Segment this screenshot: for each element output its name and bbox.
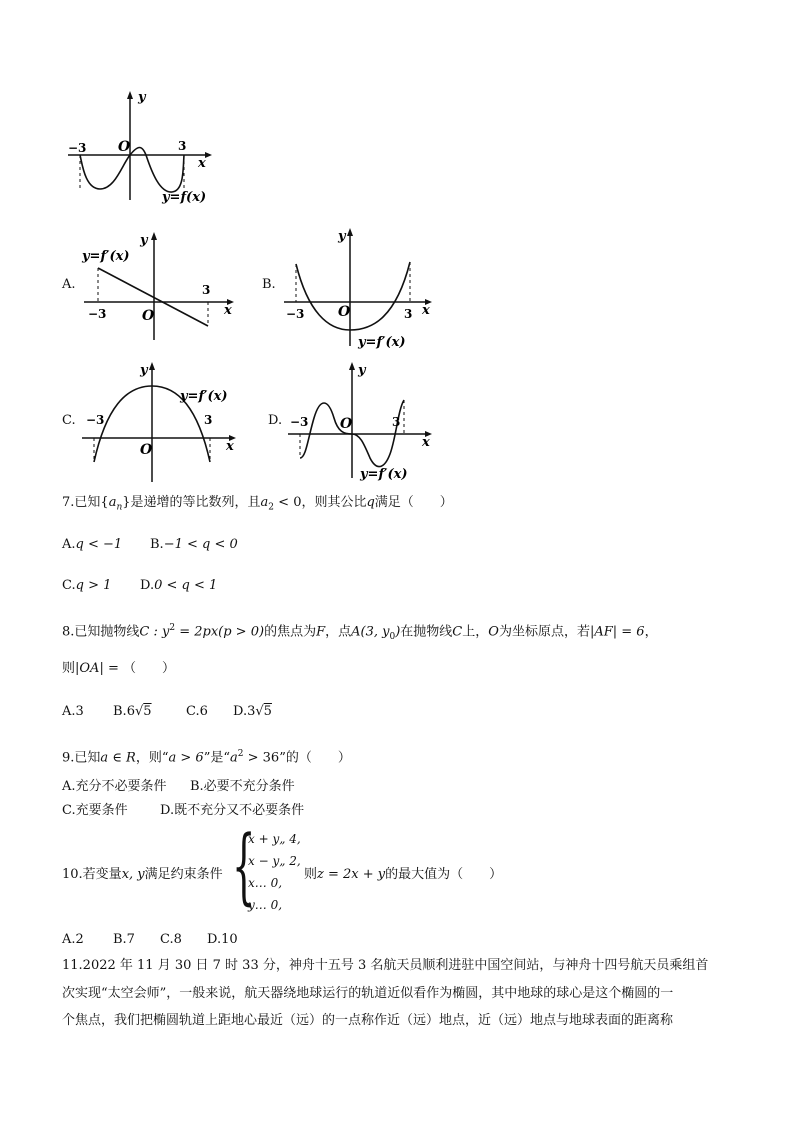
figure-option-a — [76, 228, 246, 348]
y-axis-arrow — [347, 228, 353, 236]
sqrt-symbol: √ — [255, 704, 264, 719]
q9-option-d[interactable]: D.既不充分又不必要条件 — [160, 803, 305, 818]
q10-constraint-brace: { — [232, 819, 256, 914]
option-a-label: A. — [62, 277, 76, 292]
q9-stem: 9.已知a ∈ R，则“a > 6”是“$a^2 > 36$”的（ ） — [62, 749, 351, 766]
tick-right-label: 3 — [178, 139, 187, 153]
figure-option-d — [282, 358, 442, 482]
tick-left-label: −3 — [286, 307, 305, 321]
tick-left-label: −3 — [290, 415, 309, 429]
figure-option-b — [278, 222, 438, 350]
x-axis-arrow — [205, 152, 212, 158]
q10-option-a[interactable]: A.2 — [62, 932, 84, 947]
q11-line-3: 个焦点，我们把椭圆轨道上距地心最近（远）的一点称作近（远）地点，近（远）地点与地球表面的距离称 — [62, 1013, 674, 1028]
y-axis-arrow — [349, 362, 355, 370]
q9-option-c[interactable]: C.充要条件 — [62, 803, 128, 818]
x-axis-label: x — [422, 435, 430, 450]
curve-label: y=f′(x) — [358, 335, 406, 350]
q11-line-2: 次实现“太空会师”，一般来说，航天器绕地球运行的轨道近似看作为椭圆，其中地球的球心是这个椭圆的一 — [62, 986, 674, 1001]
x-axis-label: x — [422, 303, 430, 318]
y-axis-arrow — [151, 232, 157, 240]
q11-line-1: 11.2022 年 11 月 30 日 7 时 33 分，神舟十五号 3 名航天员顺利进驻中国空间站，与神舟十四号航天员乘组首 — [62, 958, 709, 973]
y-axis-arrow — [149, 362, 155, 370]
q7-option-a[interactable]: A.q < −1 — [62, 537, 123, 552]
curve-fprime — [296, 262, 413, 330]
tick-left-label: −3 — [68, 141, 87, 155]
tick-right-label: 3 — [404, 307, 413, 321]
q8-stem-line2: 则|OA| = （ ） — [62, 661, 175, 676]
q7-option-b[interactable]: B.−1 < q < 0 — [150, 537, 238, 552]
q10-constraint-4: y… 0, — [248, 898, 283, 912]
curve-label: y=f′(x) — [82, 249, 130, 264]
sqrt-symbol: √ — [134, 704, 144, 719]
tick-left-label: −3 — [86, 413, 105, 427]
origin-label: O — [338, 304, 351, 320]
x-axis-label: x — [224, 303, 232, 318]
tick-right-label: 3 — [202, 283, 211, 297]
q9-option-a[interactable]: A.充分不必要条件 — [62, 779, 167, 794]
figure-option-c — [76, 358, 246, 486]
q10-constraint-system — [248, 828, 301, 916]
curve-label: y=f′(x) — [180, 389, 228, 404]
curve-label: y=f(x) — [162, 190, 207, 205]
q8-stem-line1: 8.已知抛物线C : $y^2 = 2px(p > 0)$的焦点为F，点A(3, $y_0$)在抛物线C上，O为坐标原点，若|AF| = 6， — [62, 623, 658, 642]
curve-f — [80, 148, 184, 193]
origin-label: O — [340, 416, 353, 432]
x-axis-label: x — [226, 439, 234, 454]
q10-option-c[interactable]: C.8 — [160, 932, 182, 947]
tick-left-label: −3 — [88, 307, 107, 321]
y-axis-label: y — [140, 363, 148, 378]
q10-option-b[interactable]: B.7 — [113, 932, 135, 947]
y-axis-label: y — [138, 90, 146, 105]
option-d-label: D. — [268, 413, 283, 428]
q9-option-b[interactable]: B.必要不充分条件 — [190, 779, 295, 794]
q10-constraint-1: x + y„ 4, — [248, 832, 301, 846]
tick-right-label: 3 — [392, 415, 401, 429]
y-axis-label: y — [338, 229, 346, 244]
q10-constraint-2: x − y„ 2, — [248, 854, 301, 868]
origin-label: O — [142, 308, 155, 324]
option-c-label: C. — [62, 413, 76, 428]
y-axis-arrow — [127, 91, 133, 99]
origin-label: O — [118, 139, 131, 155]
tick-right-label: 3 — [204, 413, 213, 427]
y-axis-label: y — [140, 233, 148, 248]
x-axis-label: x — [198, 156, 206, 171]
q8-option-c[interactable]: C.6 — [186, 704, 208, 719]
q8-option-a[interactable]: A.3 — [62, 704, 84, 719]
q10-option-d[interactable]: D.10 — [207, 932, 238, 947]
q10-stem-prefix: 10.若变量x, y满足约束条件 — [62, 867, 223, 882]
q10-constraint-3: x… 0, — [248, 876, 283, 890]
q7-option-d[interactable]: D.0 < q < 1 — [140, 578, 218, 593]
y-axis-label: y — [358, 363, 366, 378]
curve-label: y=f′(x) — [360, 467, 408, 482]
q8-option-d[interactable]: D.3√5 — [233, 704, 272, 719]
q7-option-c[interactable]: C.q > 1 — [62, 578, 112, 593]
q7-stem: 7.已知$\{a_n\}$是递增的等比数列，且$a_2 < 0$，则其公比q满足（ ） — [62, 495, 453, 513]
option-b-label: B. — [262, 277, 276, 292]
q10-stem-suffix: 则z = 2x + y的最大值为（ ） — [304, 867, 503, 882]
origin-label: O — [140, 442, 153, 458]
q8-option-b[interactable]: B.6√5 — [113, 704, 152, 719]
figure-main-graph — [60, 85, 220, 205]
